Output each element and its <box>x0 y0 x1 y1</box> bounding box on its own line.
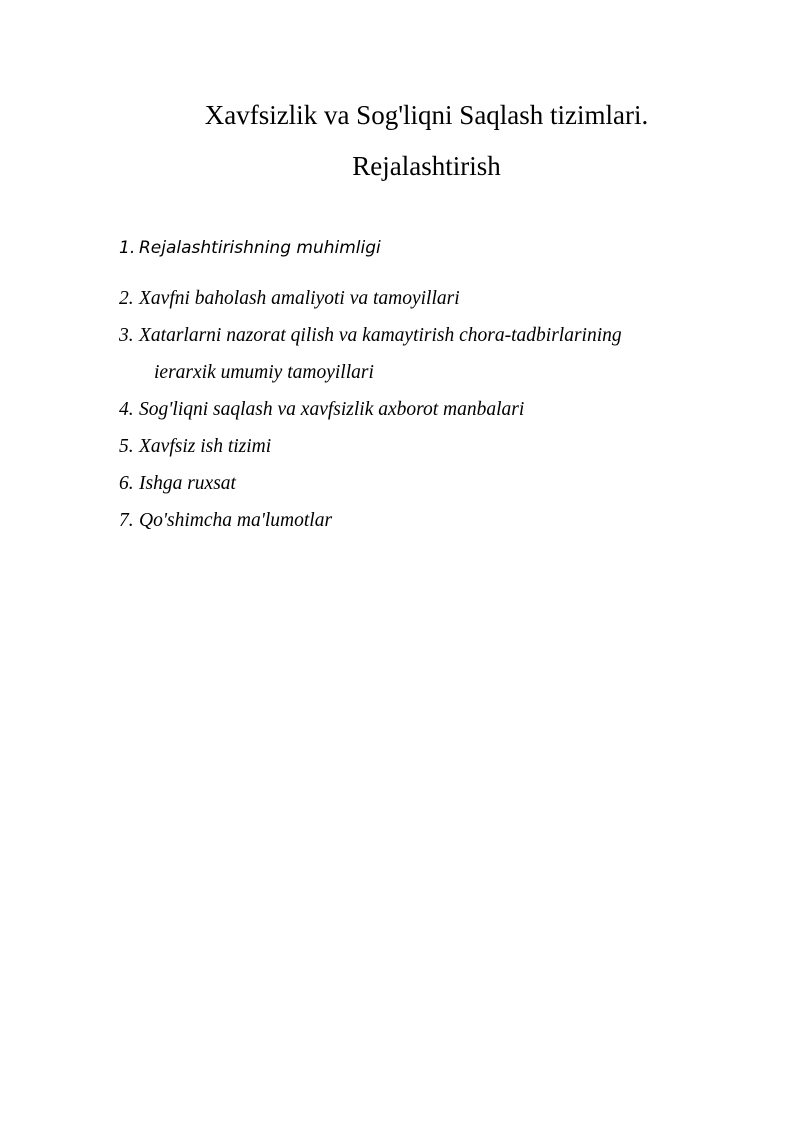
toc-item-number: 6. <box>119 473 134 494</box>
toc-item <box>119 287 759 311</box>
toc-item <box>119 472 759 496</box>
toc-item-text: Qo'shimcha ma'lumotlar <box>139 510 333 531</box>
toc-item-number: 4. <box>119 399 134 420</box>
toc-item <box>119 236 759 260</box>
toc-item-text: Xavfni baholash amaliyoti va tamoyillari <box>139 288 460 309</box>
document-subtitle: Rejalashtirish <box>352 151 501 181</box>
toc-item-number: 5. <box>119 436 134 457</box>
toc-item-number: 1. <box>119 238 136 258</box>
toc-item-text: Rejalashtirishning muhimligi <box>139 238 381 258</box>
toc-item-number: 2. <box>119 288 134 309</box>
toc-item <box>119 324 759 383</box>
toc-item <box>119 398 759 422</box>
toc-item <box>119 509 759 533</box>
document-title: Xavfsizlik va Sog'liqni Saqlash tizimlari. <box>204 100 649 130</box>
toc-item-number: 7. <box>119 510 134 531</box>
toc-item-text: Sog'liqni saqlash va xavfsizlik axborot manbalari <box>139 399 525 420</box>
toc-item-text: Ishga ruxsat <box>139 473 236 494</box>
toc-item-text: Xavfsiz ish tizimi <box>139 436 272 457</box>
toc-item <box>119 435 759 459</box>
toc-item-text: Xatarlarni nazorat qilish va kamaytirish chora-tadbirlarining <box>139 325 622 346</box>
toc-item-number: 3. <box>119 325 134 346</box>
toc-item-continuation: ierarxik umumiy tamoyillari <box>154 362 374 383</box>
